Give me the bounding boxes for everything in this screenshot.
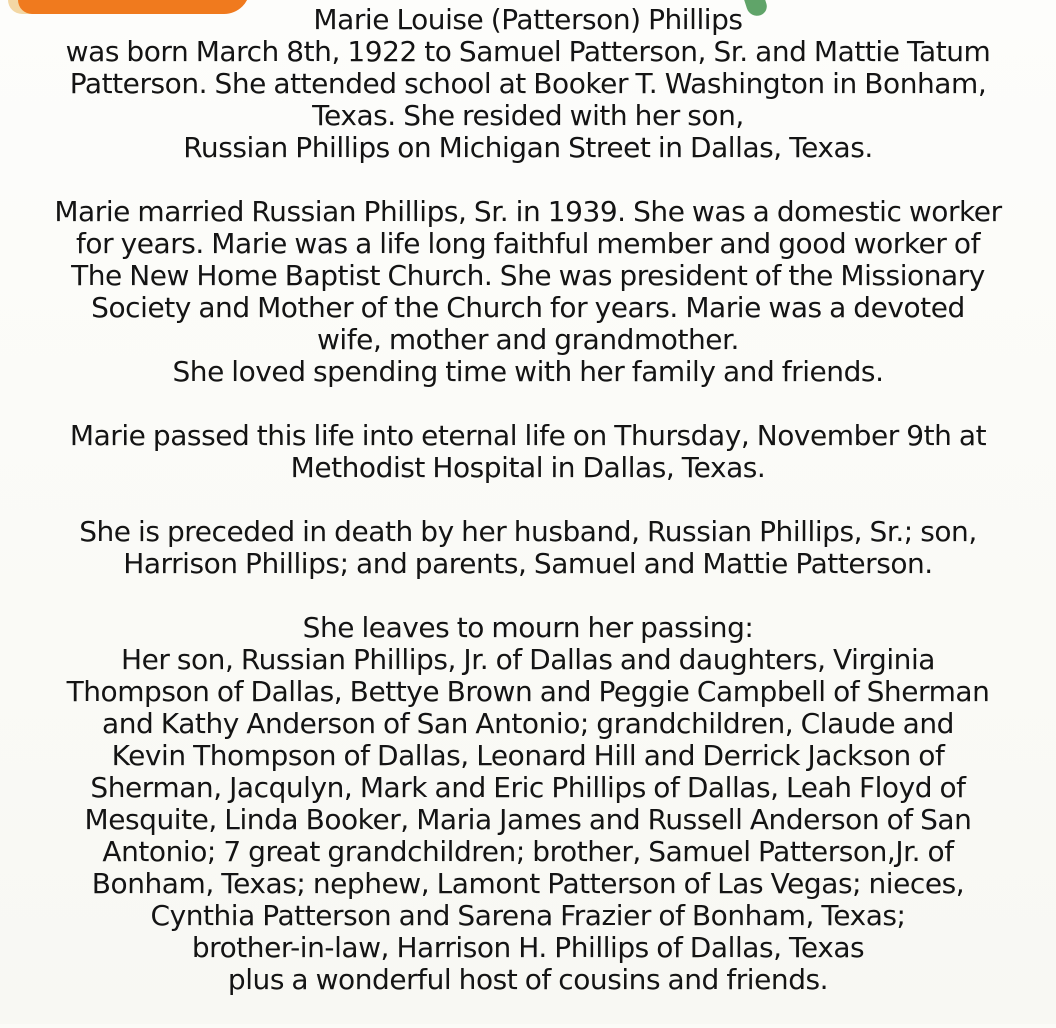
survivors-line-5: Kevin Thompson of Dallas, Leonard Hill and Derrick Jackson of — [111, 739, 945, 772]
survivors-line-10: Cynthia Patterson and Sarena Frazier of Bonham, Texas; — [150, 899, 906, 932]
marriage-line-2: for years. Marie was a life long faithful member and good worker of — [76, 227, 980, 260]
passing-line-1: Marie passed this life into eternal life on Thursday, November 9th at — [69, 419, 987, 452]
marriage-line-5: wife, mother and grandmother. — [316, 323, 740, 356]
paragraph-preceded — [12, 516, 1044, 580]
survivors-line-9: Bonham, Texas; nephew, Lamont Patterson of Las Vegas; nieces, — [91, 867, 965, 900]
marriage-line-1: Marie married Russian Phillips, Sr. in 1939. She was a domestic worker — [54, 195, 1002, 228]
birth-line-4: Russian Phillips on Michigan Street in Dallas, Texas. — [183, 131, 873, 164]
survivors-line-6: Sherman, Jacqulyn, Mark and Eric Phillips of Dallas, Leah Floyd of — [90, 771, 966, 804]
birth-line-1: was born March 8th, 1922 to Samuel Patterson, Sr. and Mattie Tatum — [65, 35, 991, 68]
survivors-line-2: Her son, Russian Phillips, Jr. of Dallas and daughters, Virginia — [120, 643, 936, 676]
obituary-text — [12, 4, 1044, 1028]
birth-line-3: Texas. She resided with her son, — [312, 99, 744, 132]
birth-line-2: Patterson. She attended school at Booker T. Washington in Bonham, — [69, 67, 987, 100]
marriage-line-4: Society and Mother of the Church for years. Marie was a devoted — [91, 291, 965, 324]
survivors-line-7: Mesquite, Linda Booker, Maria James and Russell Anderson of San — [84, 803, 972, 836]
paragraph-birth — [12, 4, 1044, 164]
paragraph-passing — [12, 420, 1044, 484]
preceded-line-1: She is preceded in death by her husband, Russian Phillips, Sr.; son, — [79, 515, 977, 548]
paragraph-marriage — [12, 196, 1044, 388]
survivors-line-1: She leaves to mourn her passing: — [302, 611, 754, 644]
deceased-name-line: Marie Louise (Patterson) Phillips — [313, 3, 743, 36]
paragraph-survivors — [12, 612, 1044, 996]
survivors-line-4: and Kathy Anderson of San Antonio; grandchildren, Claude and — [102, 707, 954, 740]
marriage-line-3: The New Home Baptist Church. She was president of the Missionary — [71, 259, 985, 292]
survivors-line-8: Antonio; 7 great grandchildren; brother, Samuel Patterson,Jr. of — [102, 835, 954, 868]
marriage-line-6: She loved spending time with her family and friends. — [172, 355, 884, 388]
survivors-line-3: Thompson of Dallas, Bettye Brown and Peggie Campbell of Sherman — [66, 675, 990, 708]
preceded-line-2: Harrison Phillips; and parents, Samuel and Mattie Patterson. — [123, 547, 933, 580]
survivors-line-11: brother-in-law, Harrison H. Phillips of Dallas, Texas — [191, 931, 865, 964]
survivors-line-12: plus a wonderful host of cousins and friends. — [227, 963, 829, 996]
passing-line-2: Methodist Hospital in Dallas, Texas. — [290, 451, 766, 484]
